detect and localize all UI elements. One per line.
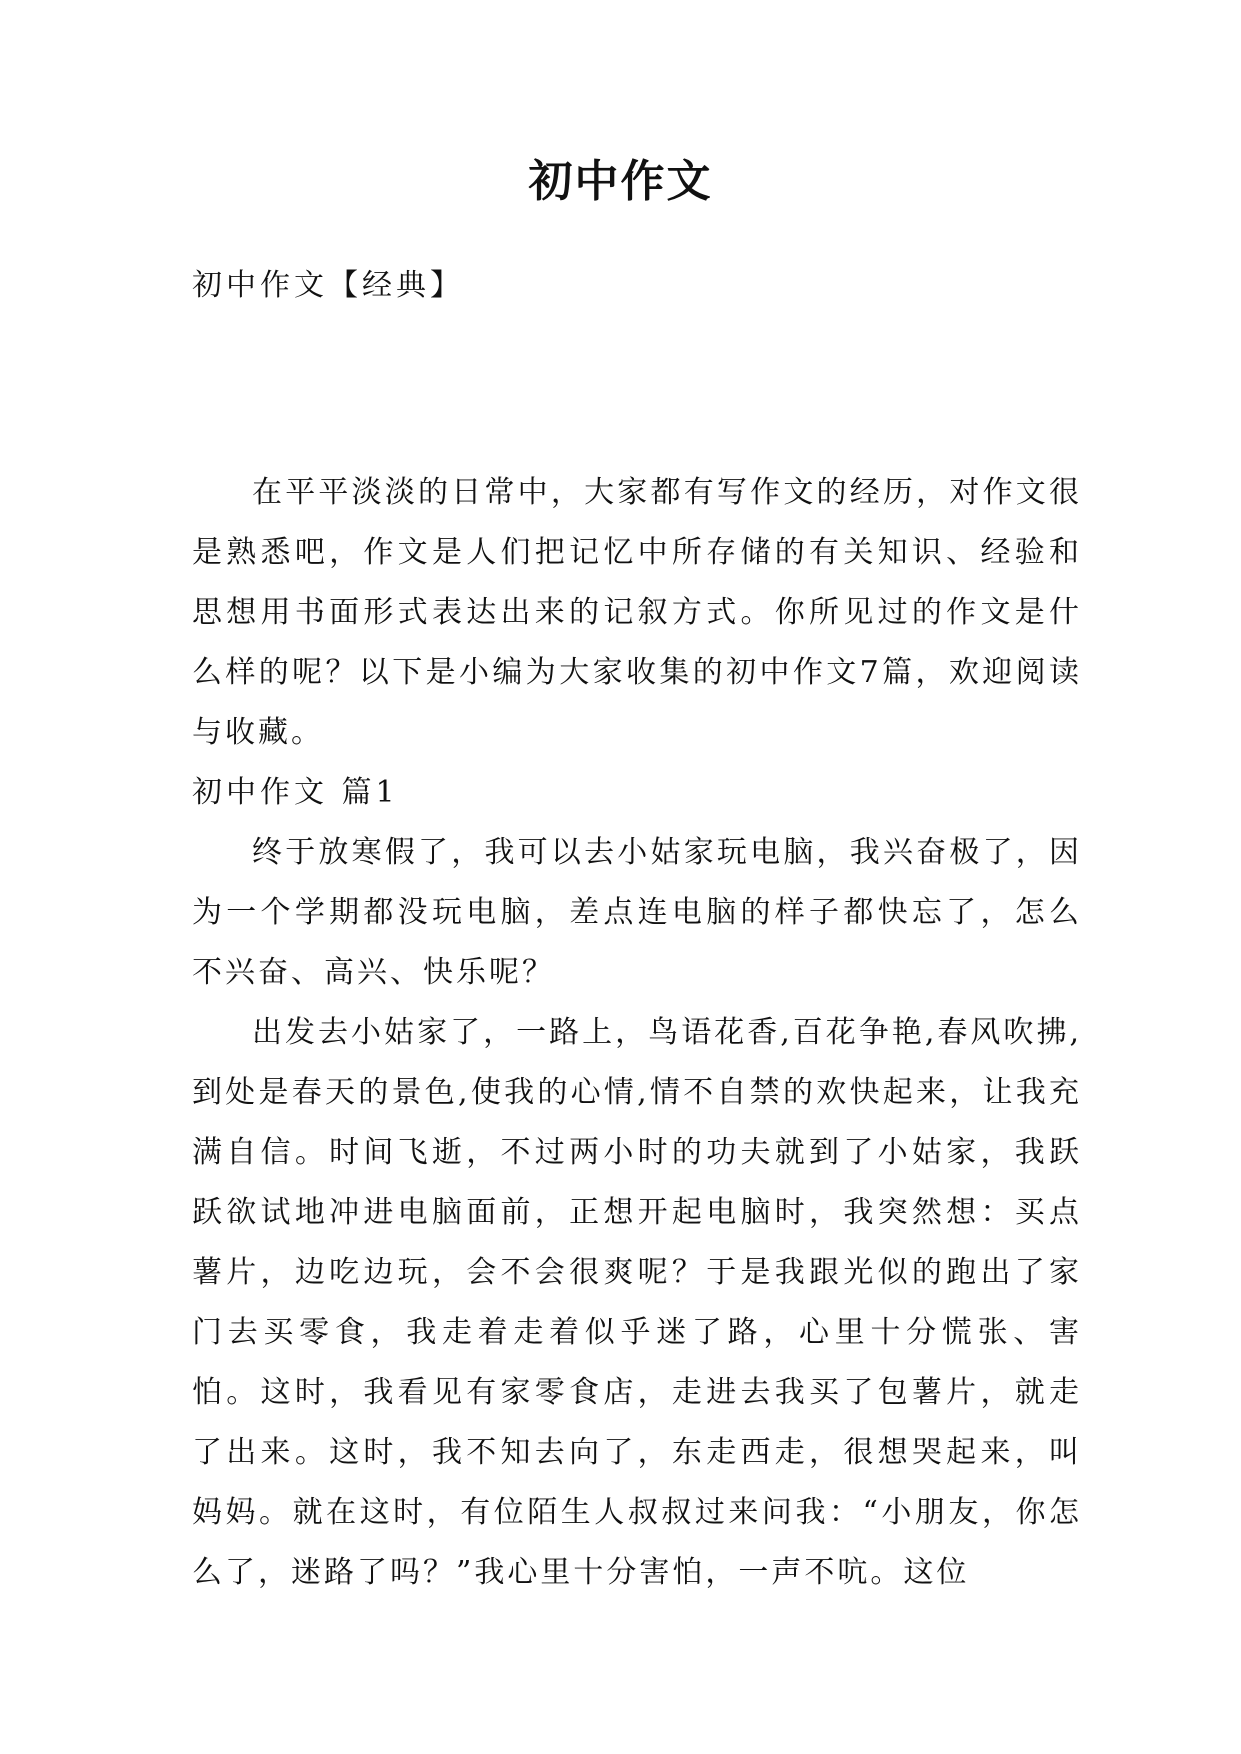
intro-paragraph: 在平平淡淡的日常中，大家都有写作文的经历，对作文很是熟悉吧，作文是人们把记忆中所存储的有关知识、经验和思想用书面形式表达出来的记叙方式。你所见过的作文是什么样的呢？以下是小编为大家收集的初中作文7篇，欢迎阅读与收藏。 [192, 475, 1082, 750]
body-paragraph-1: 终于放寒假了，我可以去小姑家玩电脑，我兴奋极了，因为一个学期都没玩电脑，差点连电脑的样子都快忘了，怎么不兴奋、高兴、快乐呢？ [192, 835, 1082, 990]
document-title: 初中作文 [528, 156, 713, 207]
document-body [192, 463, 1082, 1603]
section-heading: 初中作文 篇1 [192, 775, 399, 810]
document-subtitle: 初中作文【经典】 [192, 268, 464, 303]
body-paragraph-2: 出发去小姑家了，一路上，鸟语花香,百花争艳,春风吹拂,到处是春天的景色,使我的心情,情不自禁的欢快起来，让我充满自信。时间飞逝，不过两小时的功夫就到了小姑家，我跃跃欲试地冲进电脑面前，正想开起电脑时，我突然想：买点薯片，边吃边玩，会不会很爽呢？于是我跟光似的跑出了家门去买零食，我走着走着似乎迷了路，心里十分慌张、害怕。这时，我看见有家零食店，走进去我买了包薯片，就走了出来。这时，我不知去向了，东走西走，很想哭起来，叫妈妈。就在这时，有位陌生人叔叔过来问我：“小朋友，你怎么了，迷路了吗？”我心里十分害怕，一声不吭。这位 [192, 1015, 1082, 1590]
